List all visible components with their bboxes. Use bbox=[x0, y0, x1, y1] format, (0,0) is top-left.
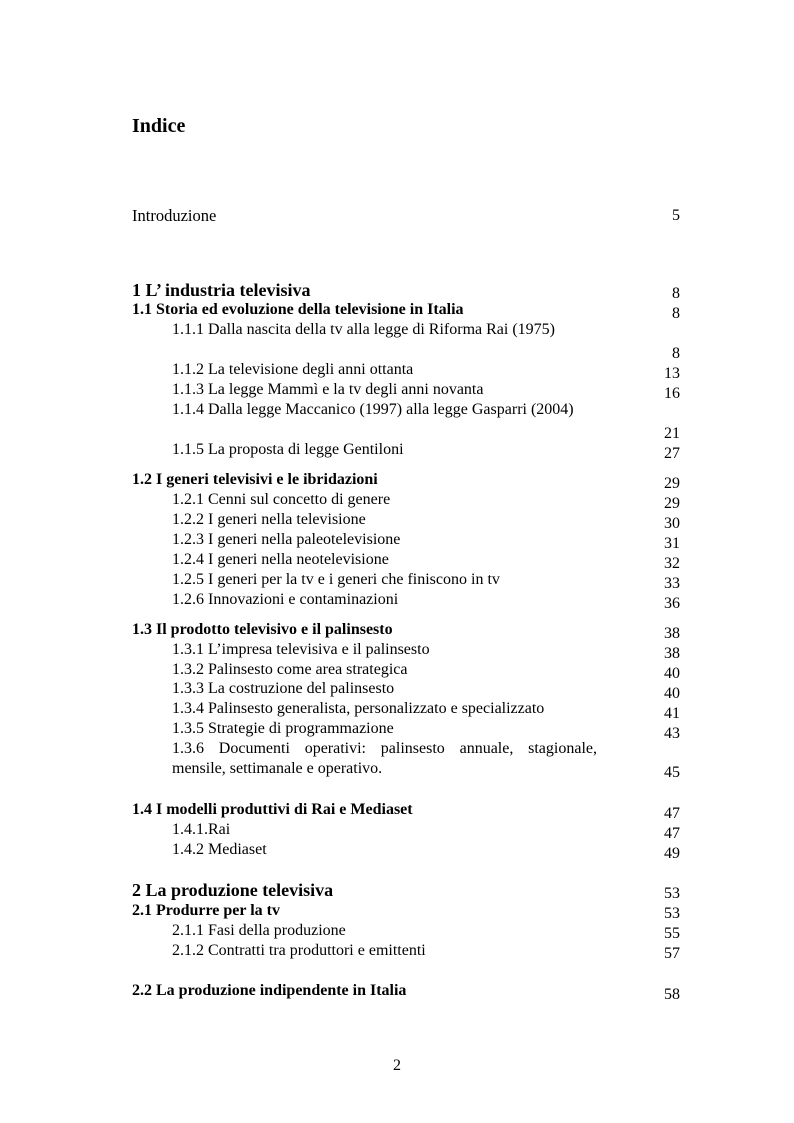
toc-entry-1-2-2[interactable]: 1.2.2 I generi nella televisione bbox=[172, 511, 366, 528]
toc-section-1-4[interactable]: 1.4 I modelli produttivi di Rai e Mediaset bbox=[132, 801, 413, 818]
toc-page-1-3-4: 41 bbox=[664, 705, 680, 722]
toc-entry-1-1-4[interactable]: 1.1.4 Dalla legge Maccanico (1997) alla legge Gasparri (2004) bbox=[172, 401, 574, 418]
page-number: 2 bbox=[393, 1057, 401, 1074]
toc-entry-1-1-5[interactable]: 1.1.5 La proposta di legge Gentiloni bbox=[172, 441, 404, 458]
toc-page-1-1-5: 27 bbox=[664, 445, 680, 462]
toc-chapter-2[interactable]: 2 La produzione televisiva bbox=[132, 880, 334, 900]
toc-page-section-2-2: 58 bbox=[664, 986, 680, 1003]
toc-entry-1-2-5[interactable]: 1.2.5 I generi per la tv e i generi che finiscono in tv bbox=[172, 571, 500, 588]
toc-page-2-1-2: 57 bbox=[664, 945, 680, 962]
toc-page-1-3-2: 40 bbox=[664, 665, 680, 682]
toc-page-section-2-1: 53 bbox=[664, 905, 680, 922]
toc-page-section-1-1: 8 bbox=[672, 305, 680, 322]
toc-page-1-4-2: 49 bbox=[664, 845, 680, 862]
toc-entry-1-4-2[interactable]: 1.4.2 Mediaset bbox=[172, 841, 267, 858]
toc-entry-1-1-1[interactable]: 1.1.1 Dalla nascita della tv alla legge di Riforma Rai (1975) bbox=[172, 321, 555, 338]
toc-entry-1-4-1[interactable]: 1.4.1.Rai bbox=[172, 821, 231, 838]
toc-page-1-2-1: 29 bbox=[664, 495, 680, 512]
page-title: Indice bbox=[132, 115, 186, 137]
toc-chapter-1[interactable]: 1 L’ industria televisiva bbox=[132, 280, 311, 300]
toc-entry-1-2-1[interactable]: 1.2.1 Cenni sul concetto di genere bbox=[172, 491, 391, 508]
toc-page-1-2-6: 36 bbox=[664, 595, 680, 612]
toc-section-1-2[interactable]: 1.2 I generi televisivi e le ibridazioni bbox=[132, 471, 378, 488]
toc-page-1-1-1: 8 bbox=[672, 345, 680, 362]
toc-section-1-1[interactable]: 1.1 Storia ed evoluzione della televisione in Italia bbox=[132, 301, 464, 318]
toc-section-2-1[interactable]: 2.1 Produrre per la tv bbox=[132, 902, 280, 919]
toc-entry-1-2-3[interactable]: 1.2.3 I generi nella paleotelevisione bbox=[172, 531, 401, 548]
toc-page-section-1-4: 47 bbox=[664, 805, 680, 822]
toc-entry-1-3-6[interactable]: 1.3.6 Documenti operativi: palinsesto annuale, stagionale, mensile, settimanale e operativo. bbox=[172, 740, 597, 777]
toc-entry-1-1-3[interactable]: 1.1.3 La legge Mammì e la tv degli anni novanta bbox=[172, 381, 484, 398]
toc-entry-1-3-5[interactable]: 1.3.5 Strategie di programmazione bbox=[172, 720, 394, 737]
toc-entry-1-3-1[interactable]: 1.3.1 L’impresa televisiva e il palinsesto bbox=[172, 641, 430, 658]
toc-page-1-3-5: 43 bbox=[664, 725, 680, 742]
toc-entry-1-3-4[interactable]: 1.3.4 Palinsesto generalista, personalizzato e specializzato bbox=[172, 700, 545, 717]
toc-page-chapter-1: 8 bbox=[672, 285, 680, 302]
toc-page-2-1-1: 55 bbox=[664, 925, 680, 942]
toc-page-1-2-5: 33 bbox=[664, 575, 680, 592]
toc-entry-1-2-4[interactable]: 1.2.4 I generi nella neotelevisione bbox=[172, 551, 389, 568]
toc-page-1-2-3: 31 bbox=[664, 535, 680, 552]
toc-page-1-3-1: 38 bbox=[664, 645, 680, 662]
toc-page-1-1-3: 16 bbox=[664, 385, 680, 402]
toc-entry-2-1-1[interactable]: 2.1.1 Fasi della produzione bbox=[172, 922, 346, 939]
toc-section-1-3[interactable]: 1.3 Il prodotto televisivo e il palinsesto bbox=[132, 621, 393, 638]
toc-page-chapter-2: 53 bbox=[664, 885, 680, 902]
toc-entry-1-2-6[interactable]: 1.2.6 Innovazioni e contaminazioni bbox=[172, 591, 399, 608]
toc-entry-2-1-2[interactable]: 2.1.2 Contratti tra produttori e emittenti bbox=[172, 942, 426, 959]
toc-page-1-1-2: 13 bbox=[664, 365, 680, 382]
toc-page-introduzione: 5 bbox=[672, 207, 680, 224]
toc-page-1-3-6: 45 bbox=[664, 764, 680, 781]
toc-page-1-4-1: 47 bbox=[664, 825, 680, 842]
toc-page-1-2-4: 32 bbox=[664, 555, 680, 572]
toc-entry-introduzione[interactable]: Introduzione bbox=[132, 206, 217, 225]
toc-page-1-2-2: 30 bbox=[664, 515, 680, 532]
toc-section-2-2[interactable]: 2.2 La produzione indipendente in Italia bbox=[132, 982, 407, 999]
toc-page-1-1-4: 21 bbox=[664, 425, 680, 442]
toc-entry-1-3-3[interactable]: 1.3.3 La costruzione del palinsesto bbox=[172, 680, 395, 697]
toc-page-section-1-3: 38 bbox=[664, 625, 680, 642]
toc-page-1-3-3: 40 bbox=[664, 685, 680, 702]
toc-entry-1-3-2[interactable]: 1.3.2 Palinsesto come area strategica bbox=[172, 661, 408, 678]
toc-page-section-1-2: 29 bbox=[664, 475, 680, 492]
toc-entry-1-1-2[interactable]: 1.1.2 La televisione degli anni ottanta bbox=[172, 361, 414, 378]
